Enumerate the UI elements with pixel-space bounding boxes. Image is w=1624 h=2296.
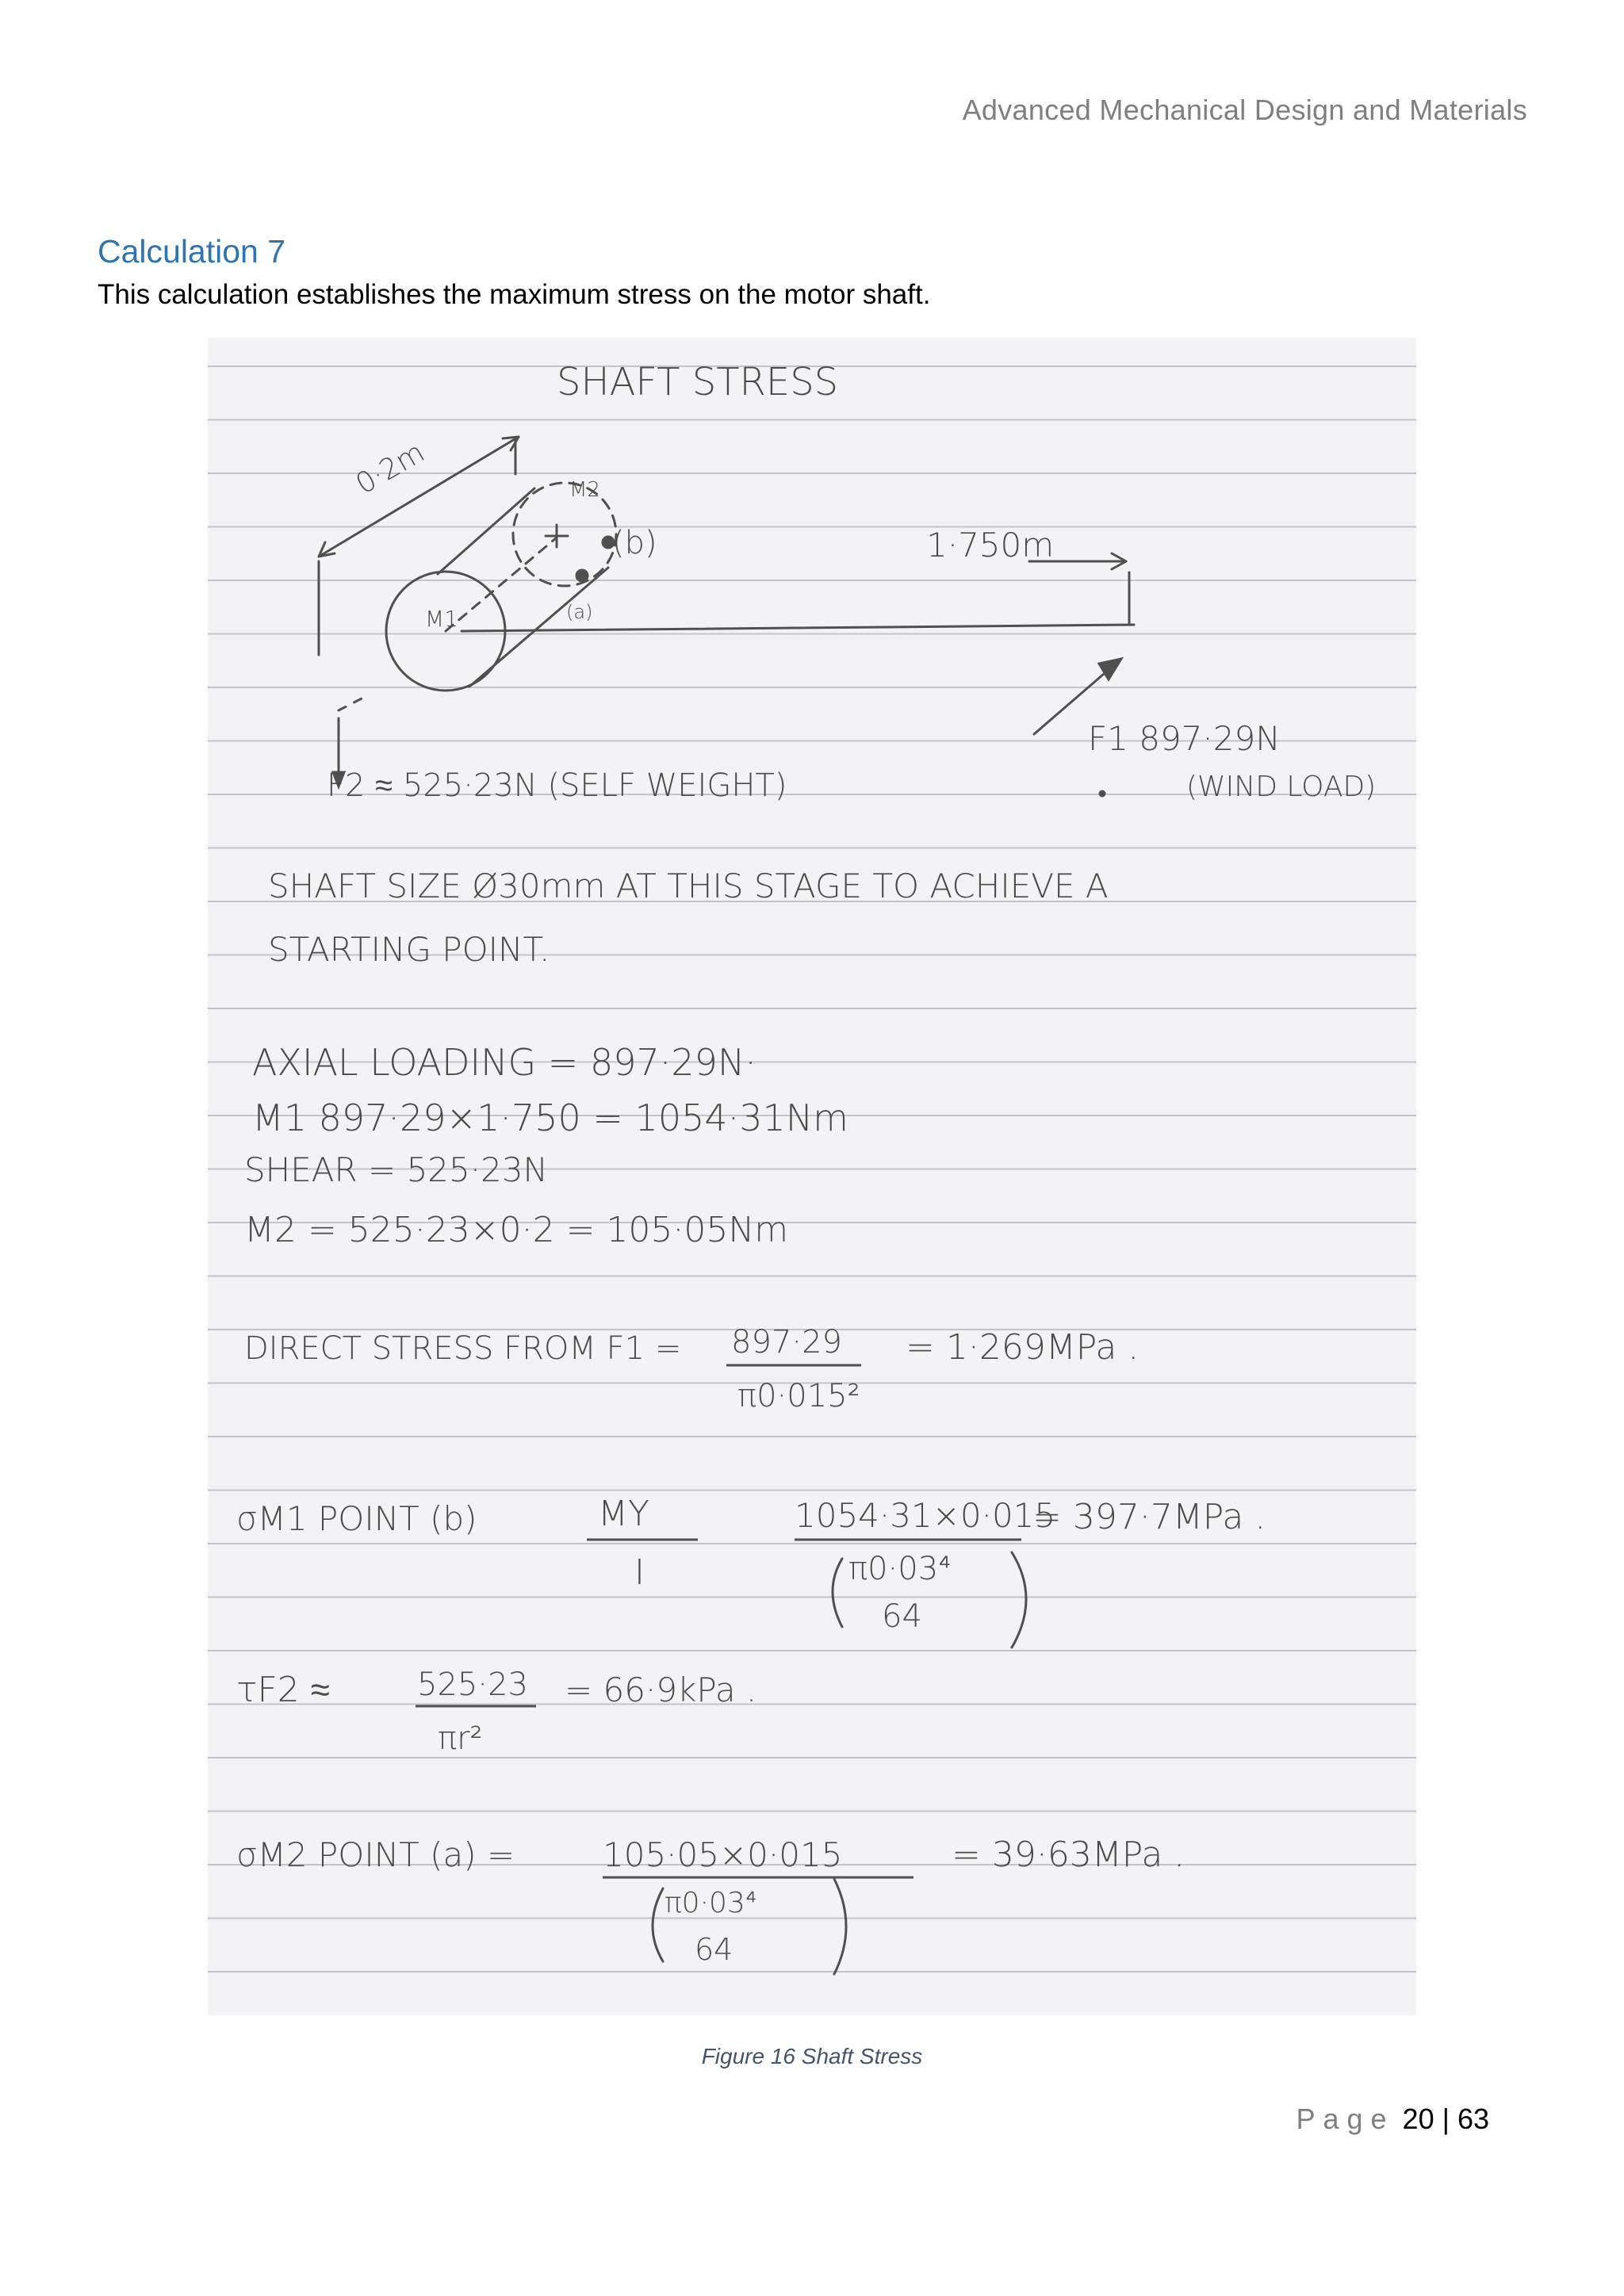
moment-m1-line: M1 897·29×1·750 = 1054·31Nm <box>252 1096 848 1139</box>
sigma-m2-denominator-bottom: 64 <box>695 1932 733 1967</box>
figure-title: SHAFT STRESS <box>557 360 839 404</box>
direct-stress-result: = 1·269MPa . <box>906 1327 1139 1368</box>
sigma-m2-numerator: 105·05×0·015 <box>603 1835 843 1874</box>
shaft-size-line-1: SHAFT SIZE Ø30mm AT THIS STAGE TO ACHIEVE A <box>268 867 1109 905</box>
footer-separator: | <box>1442 2103 1450 2135</box>
sigma-m2-denominator-top: π0·03⁴ <box>665 1887 757 1919</box>
total-pages: 63 <box>1457 2103 1489 2135</box>
notebook-page <box>208 338 1416 2015</box>
sigma-m2-result: = 39·63MPa . <box>952 1835 1185 1875</box>
section-heading: Calculation 7 <box>98 233 286 270</box>
sigma-m1-label: σM1 POINT (b) <box>236 1499 477 1538</box>
tau-f2-numerator: 525·23 <box>417 1667 528 1703</box>
shear-line: SHEAR = 525·23N <box>244 1150 548 1189</box>
sigma-m1-i: I <box>634 1552 645 1593</box>
sigma-m1-numerator: 1054·31×0·015 <box>795 1496 1056 1535</box>
tau-f2-label: τF2 ≈ <box>236 1670 330 1710</box>
sigma-m2-label: σM2 POINT (a) = <box>236 1835 515 1874</box>
point-b-label: (b) <box>612 525 657 561</box>
tau-f2-denominator: πr² <box>438 1720 483 1757</box>
page-footer <box>1296 2103 1489 2136</box>
intro-paragraph: This calculation establishes the maximum stress on the motor shaft. <box>98 279 931 310</box>
wind-force-label: F1 897·29N <box>1088 719 1281 758</box>
m2-label: M2 <box>569 478 600 502</box>
length-dimension-label: 1·750m <box>926 526 1055 564</box>
point-a-label: (a) <box>566 601 593 623</box>
shaft-size-line-2: STARTING POINT. <box>268 930 550 969</box>
moment-m2-line: M2 = 525·23×0·2 = 105·05Nm <box>244 1210 789 1250</box>
tau-f2-result: = 66·9kPa . <box>565 1670 757 1709</box>
sigma-m1-denominator-bottom: 64 <box>882 1598 922 1635</box>
wind-load-note: (WIND LOAD) <box>1186 771 1377 803</box>
self-weight-force-label: F2 ≈ 525·23N (SELF WEIGHT) <box>327 767 787 804</box>
page-word: Page <box>1296 2103 1395 2135</box>
sigma-m1-result: = 397·7MPa . <box>1032 1497 1266 1537</box>
radius-dimension-label: 0·2m <box>350 436 431 501</box>
handwritten-calculation-figure <box>208 338 1416 2015</box>
m1-label: M1 <box>425 606 458 632</box>
direct-stress-label: DIRECT STRESS FROM F1 = <box>244 1330 682 1367</box>
figure-caption: Figure 16 Shaft Stress <box>701 2044 923 2068</box>
sigma-m1-my: MY <box>598 1494 649 1534</box>
axial-loading-line: AXIAL LOADING = 897·29N· <box>252 1041 756 1084</box>
running-header: Advanced Mechanical Design and Materials <box>962 94 1527 126</box>
direct-stress-numerator: 897·29 <box>731 1324 842 1360</box>
sigma-m1-denominator-top: π0·03⁴ <box>848 1551 952 1587</box>
page-number: 20 <box>1402 2103 1434 2135</box>
direct-stress-denominator: π0·015² <box>737 1378 860 1414</box>
